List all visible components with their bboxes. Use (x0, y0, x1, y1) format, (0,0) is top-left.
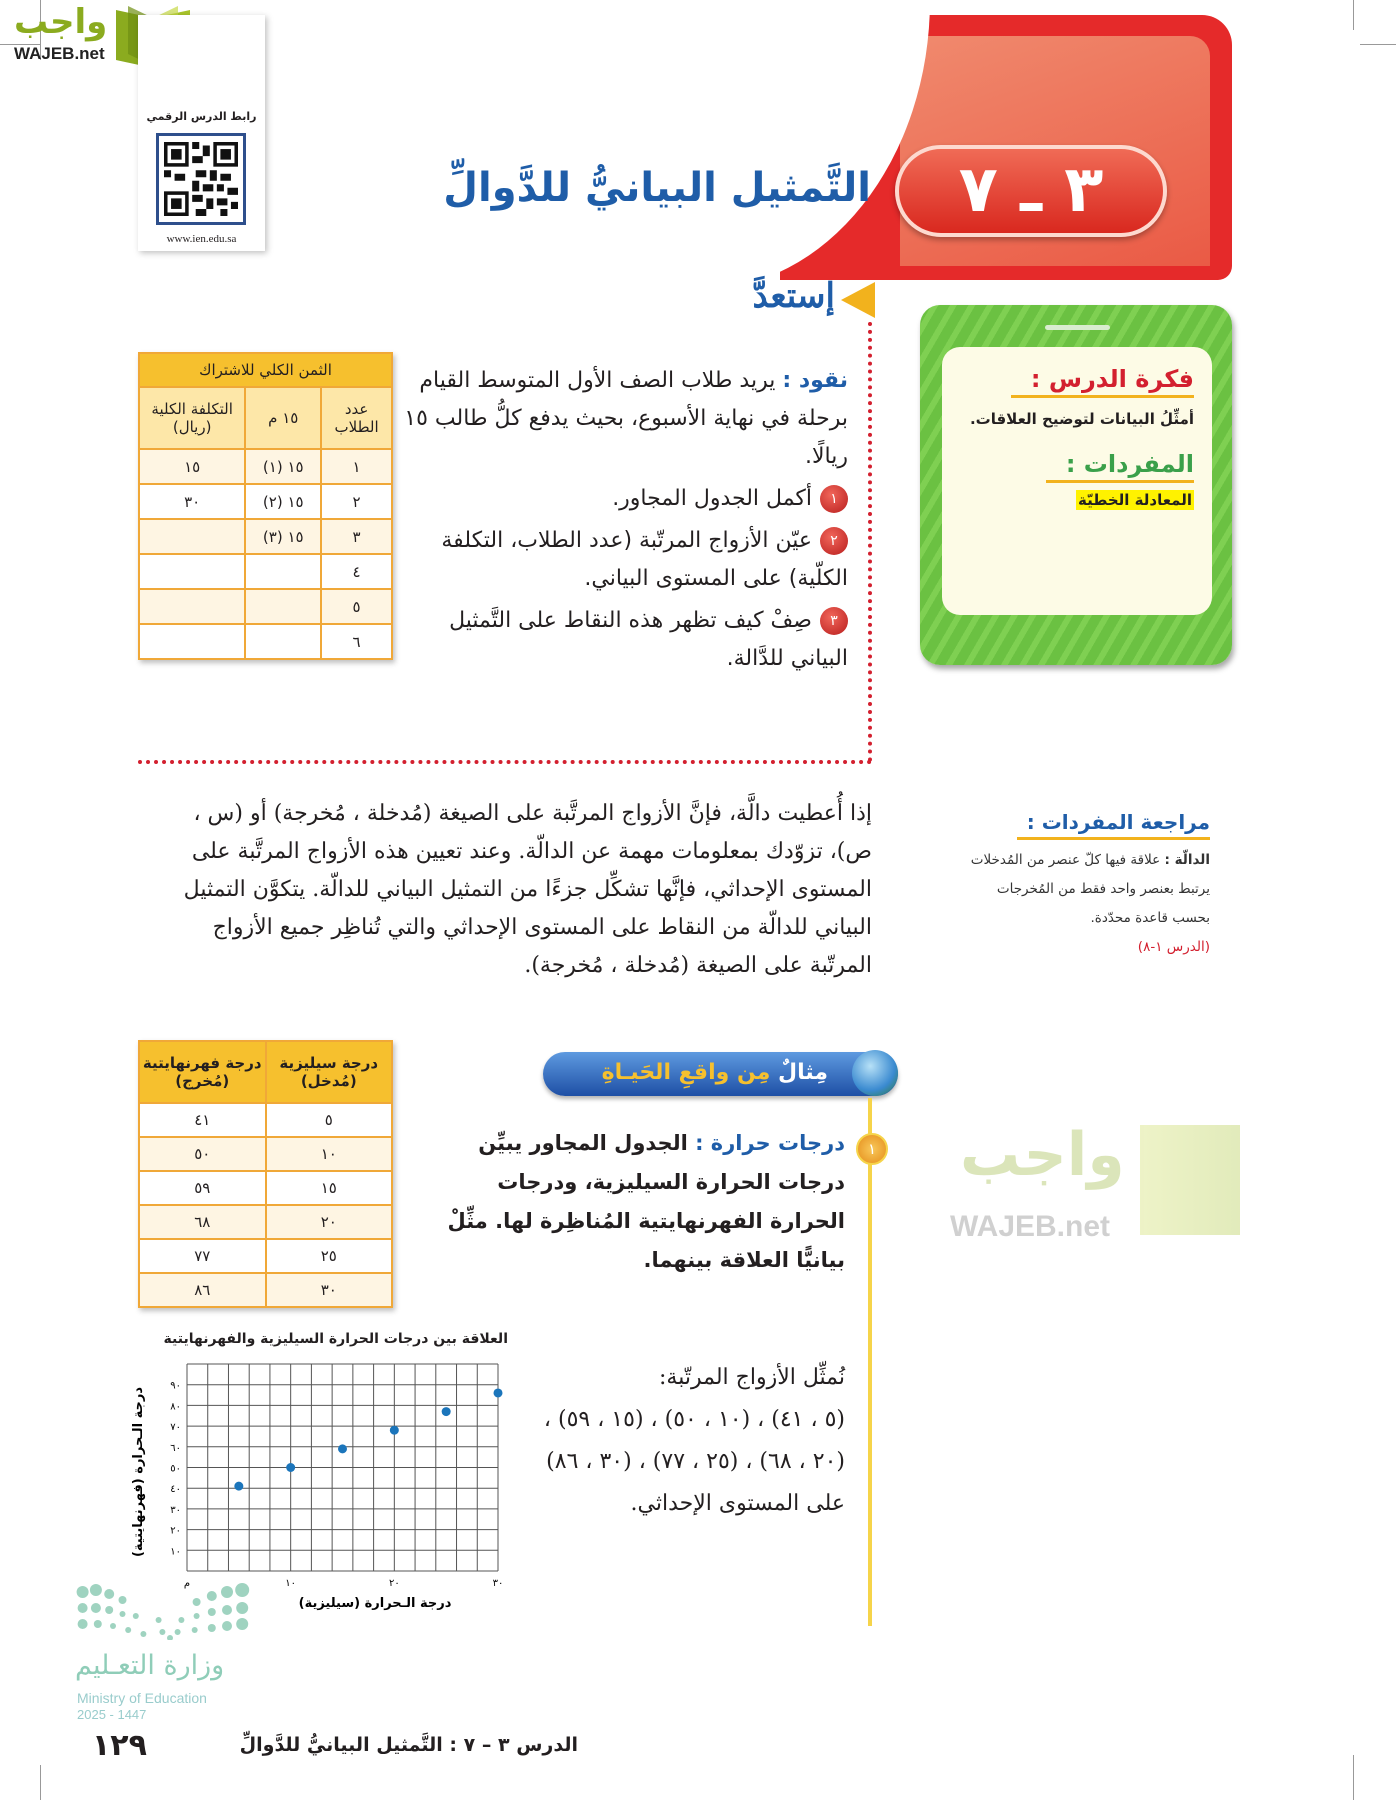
table-cell: ٦ (321, 624, 392, 659)
table-caption: الثمن الكلي للاشتراك (139, 353, 392, 387)
page-number: ١٢٩ (92, 1728, 147, 1763)
ministry-dot (133, 1613, 139, 1619)
table-cell: ١٥ (266, 1171, 393, 1205)
crop-mark (1353, 0, 1354, 30)
table-cell: ٥٩ (139, 1171, 266, 1205)
chart-title: العلاقة بين درجات الحرارة السيليزية والفهرنهايتية (163, 1331, 508, 1347)
lesson-number-badge: ٣ ـ ٧ (895, 145, 1167, 237)
data-point (234, 1482, 243, 1491)
dotted-divider (138, 760, 872, 764)
qr-code-icon[interactable] (156, 133, 246, 225)
data-point (286, 1463, 295, 1472)
pairs-line: (٢٠ ، ٦٨) ، (٢٥ ، ٧٧) ، (٣٠ ، ٨٦) (546, 1449, 845, 1474)
banner-suffix: مِن واقعِ الحَيـاةِ (601, 1060, 771, 1085)
table-row (139, 624, 392, 659)
table-cell: ٣٠ (266, 1273, 393, 1307)
ministry-dot (236, 1602, 248, 1614)
table-cell: ١٠ (266, 1137, 393, 1171)
y-tick-label: ٣٠ (170, 1504, 181, 1516)
intro-text: يريد طلاب الصف الأول المتوسط القيام برحلة في نهاية الأسبوع، بحيث يدفع كلُّ طالب ١٥ ريالًا. (404, 368, 848, 469)
data-point (442, 1407, 451, 1416)
data-point (390, 1426, 399, 1435)
qr-label: رابط الدرس الرقمي (146, 110, 257, 123)
ministry-dot (194, 1613, 200, 1619)
ministry-dot (193, 1598, 201, 1606)
idea-heading: فكرة الدرس : (1011, 365, 1194, 398)
table-cell (245, 554, 321, 589)
column-header: درجة فهرنهايتية (مُخرج) (139, 1041, 266, 1103)
table-row (139, 1137, 392, 1171)
ministry-dot (208, 1624, 216, 1632)
column-header: عدد الطلاب (321, 387, 392, 449)
digital-lesson-card[interactable] (138, 15, 265, 251)
y-tick-label: ٧٠ (170, 1422, 181, 1434)
data-point (338, 1444, 347, 1453)
crop-mark (40, 1765, 41, 1800)
y-tick-label: ٦٠ (170, 1442, 181, 1454)
table-cell: ٧٧ (139, 1239, 266, 1273)
pairs-line: (٥ ، ٤١) ، (١٠ ، ٥٠) ، (١٥ ، ٥٩) ، (543, 1407, 845, 1432)
table-cell: ١٥ (٢) (245, 484, 321, 519)
ministry-dot (167, 1635, 173, 1640)
y-tick-label: ٩٠ (170, 1380, 181, 1392)
example-banner (543, 1052, 898, 1096)
table-cell: ١٥ (٣) (245, 519, 321, 554)
table-row (139, 484, 392, 519)
table-cell: ٣ (321, 519, 392, 554)
arrow-left-icon (841, 282, 875, 318)
ministry-dot (156, 1617, 162, 1623)
table-cell (245, 624, 321, 659)
card-handle (1045, 325, 1110, 330)
footer-lesson-title: الدرس ٣ – ٧ : التَّمثيل البيانيُّ للدَّوالِّ (239, 1734, 578, 1756)
table-cell: ٨٦ (139, 1273, 266, 1307)
table-cell (139, 519, 245, 554)
page-title: التَّمثيل البيانيُّ للدَّوالِّ (443, 165, 871, 211)
ministry-dot (221, 1586, 233, 1598)
ministry-dot (222, 1621, 232, 1631)
x-tick-label: م (183, 1578, 191, 1589)
table-cell: ٥٠ (139, 1137, 266, 1171)
column-header: ١٥ م (245, 387, 321, 449)
table-row (139, 589, 392, 624)
ministry-dot (159, 1629, 165, 1635)
table-row (139, 1103, 392, 1137)
table-row (139, 449, 392, 484)
globe-icon (852, 1050, 898, 1096)
table-cell (245, 589, 321, 624)
table-row (139, 519, 392, 554)
ministry-dot (104, 1589, 114, 1599)
qr-url[interactable]: www.ien.edu.sa (166, 233, 237, 245)
banner-prefix: مِثالٌ (778, 1060, 828, 1085)
review-term: الدالّة : (1164, 852, 1210, 868)
ministry-dot (207, 1591, 217, 1601)
question-item (398, 480, 848, 518)
ministry-dot (236, 1618, 248, 1630)
ministry-dot (110, 1623, 116, 1629)
column-header: التكلفة الكلية (ريال) (139, 387, 245, 449)
table-cell: ٤ (321, 554, 392, 589)
ministry-dot (208, 1608, 216, 1616)
table-cell: ٥ (266, 1103, 393, 1137)
question-number: ٣ (820, 607, 848, 635)
watermark (950, 1120, 1250, 1260)
ministry-year: 2025 - 1447 (77, 1707, 147, 1722)
y-axis-label: درجة الـحرارة (فهرنهايتية) (131, 1386, 146, 1558)
y-tick-label: ٤٠ (170, 1484, 181, 1496)
table-cell (139, 554, 245, 589)
table-row (139, 1205, 392, 1239)
table-cell: ٢٠ (266, 1205, 393, 1239)
question-item (398, 602, 848, 678)
ministry-dot (178, 1617, 184, 1623)
ministry-dot (94, 1620, 102, 1628)
vocab-term: المعادلة الخطيّة (1078, 491, 1192, 509)
prepare-heading (715, 274, 875, 324)
table-cell: ٢٥ (266, 1239, 393, 1273)
vocab-review (955, 810, 1210, 962)
book-icon (1140, 1125, 1240, 1235)
example-body: الجدول المجاور يبيِّن درجات الحرارة السيليزية، ودرجات الحرارة الفهرنهايتية المُناظِرة لها. مثِّلْ بيانيًّا العلاقة بينهما. (447, 1131, 845, 1272)
pairs-outro: على المستوى الإحداثي. (630, 1491, 845, 1516)
ministry-logo (75, 1580, 255, 1730)
question-item (398, 522, 848, 598)
question-text: صِفْ كيف تظهر هذه النقاط على التَّمثيل البياني للدَّالة. (449, 608, 848, 671)
scatter-chart (130, 1350, 510, 1612)
example-text (430, 1124, 845, 1280)
x-tick-label: ٣٠ (492, 1578, 504, 1589)
y-tick-label: ٢٠ (170, 1525, 181, 1537)
review-definition: علاقة فيها كلّ عنصر من المُدخلات يرتبط بعنصر واحد فقط من المُخرجات بحسب قاعدة محدّدة. (970, 852, 1210, 926)
ordered-pairs (520, 1357, 845, 1525)
ministry-dots-icon (75, 1580, 255, 1640)
x-tick-label: ٢٠ (388, 1578, 400, 1589)
y-tick-label: ٨٠ (170, 1401, 181, 1413)
table-cell: ٦٨ (139, 1205, 266, 1239)
cost-table (138, 352, 393, 660)
crop-mark (1353, 1755, 1354, 1800)
column-header: درجة سيليزية (مُدخل) (266, 1041, 393, 1103)
table-cell (139, 589, 245, 624)
table-row (139, 1273, 392, 1307)
vocab-heading: المفردات : (1046, 450, 1194, 483)
review-reference[interactable]: (الدرس ١-٨) (1137, 939, 1210, 955)
table-cell: ٥ (321, 589, 392, 624)
table-cell: ٤١ (139, 1103, 266, 1137)
ministry-arabic: وزارة التعـليم (75, 1650, 225, 1681)
question-text: أكمل الجدول المجاور. (612, 486, 812, 511)
table-cell: ٣٠ (139, 484, 245, 519)
ministry-dot (77, 1586, 89, 1598)
ministry-dot (78, 1603, 88, 1613)
watermark-arabic: واجب (960, 1120, 1125, 1190)
prepare-title: إستعدَّ (752, 276, 835, 316)
temperature-table (138, 1040, 393, 1308)
question-number: ١ (820, 485, 848, 513)
ministry-dot (105, 1606, 113, 1614)
crop-mark (1360, 44, 1396, 45)
review-heading: مراجعة المفردات : (1017, 810, 1210, 840)
ministry-dot (235, 1583, 249, 1597)
table-row (139, 1239, 392, 1273)
table-cell: ١٥ (١) (245, 449, 321, 484)
intro-keyword: نقود : (782, 368, 848, 393)
ministry-dot (78, 1619, 88, 1629)
table-cell: ١ (321, 449, 392, 484)
example-rule (868, 1098, 872, 1626)
dotted-divider (868, 322, 872, 762)
logo-latin: WAJEB.net (14, 44, 105, 63)
idea-text: أمثِّلُ البيانات لتوضيح العلاقات. (969, 410, 1194, 428)
table-row (139, 554, 392, 589)
ministry-english: Ministry of Education (77, 1690, 207, 1706)
x-axis-label: درجة الـحرارة (سيليزية) (298, 1596, 452, 1611)
ministry-dot (222, 1605, 232, 1615)
chart-grid (187, 1364, 498, 1571)
question-number: ٢ (820, 527, 848, 555)
ministry-dot (125, 1627, 131, 1633)
table-cell (139, 624, 245, 659)
ministry-dot (90, 1584, 102, 1596)
data-point (494, 1388, 503, 1397)
prepare-content (398, 362, 848, 678)
ministry-dot (120, 1611, 126, 1617)
x-tick-label: ١٠ (285, 1578, 297, 1589)
lesson-idea-card (920, 305, 1232, 665)
table-cell: ٢ (321, 484, 392, 519)
ministry-dot (91, 1603, 101, 1613)
table-cell: ١٥ (139, 449, 245, 484)
body-paragraph: إذا أُعطيت دالَّة، فإنَّ الأزواج المرتَّبة على الصيغة (مُدخلة ، مُخرجة) أو (س ، ص)، تزوّدك بمعلومات مهمة عن الدالّة. وعند تعيين هذه الأزواج المرتَّبة على المستوى الإحداثي، فإنَّها تشكِّل جزءًا من التمثيل البياني للدالّة. يتكوَّن التمثيل البياني للدالّة من النقاط على المستوى الإحداثي والتي تُناظِر جميع الأزواج المرتّبة على الصيغة (مُدخلة ، مُخرجة). (183, 801, 872, 978)
example-keyword: درجات حرارة : (695, 1131, 845, 1155)
ministry-dot (175, 1629, 181, 1635)
ministry-dot (140, 1631, 146, 1637)
ministry-dot (119, 1596, 127, 1604)
ministry-dot (192, 1627, 198, 1633)
question-text: عيّن الأزواج المرتّبة (عدد الطلاب، التكلفة الكلّية) على المستوى البياني. (441, 528, 848, 591)
table-row (139, 1171, 392, 1205)
example-number: ١ (856, 1133, 888, 1165)
pairs-intro: نُمثِّل الأزواج المرتّبة: (659, 1365, 845, 1390)
watermark-latin: WAJEB.net (950, 1210, 1111, 1243)
logo-arabic: واجب (14, 2, 108, 42)
y-tick-label: ١٠ (170, 1546, 181, 1558)
y-tick-label: ٥٠ (170, 1463, 181, 1475)
